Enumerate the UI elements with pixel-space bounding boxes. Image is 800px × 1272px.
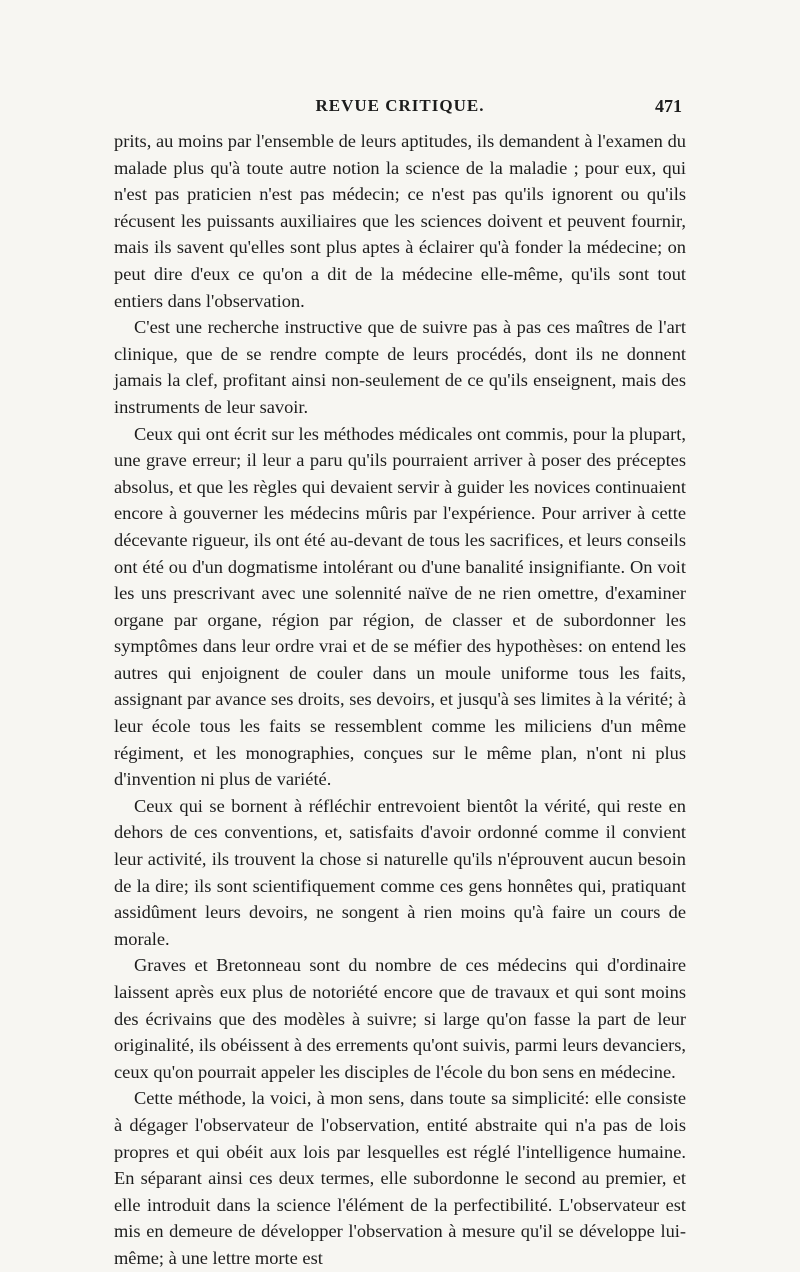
paragraph-1: prits, au moins par l'ensemble de leurs aptitudes, ils demandent à l'examen du malade plus qu'à toute autre notion la science de la maladie ; pour eux, qui n'est pas praticien n'est pas médecin; ce n'est pas qu'ils ignorent ou qu'ils récusent les puissants auxiliaires que les sciences doivent et peuvent fournir, mais ils savent qu'elles sont plus aptes à éclairer qu'à fonder la médecine; on peut dire d'eux ce qu'on a dit de la médecine elle-même, qu'ils sont tout entiers dans l'observation. bbox=[114, 131, 686, 311]
body-text bbox=[114, 128, 686, 1272]
running-title: REVUE CRITIQUE. bbox=[315, 96, 485, 115]
page-header bbox=[114, 96, 686, 126]
paragraph-6: Cette méthode, la voici, à mon sens, dans toute sa simplicité: elle consiste à dégager l'observateur de l'observation, entité abstraite qui n'a pas de lois propres et qui obéit aux lois par lesquelles est réglé l'intelligence humaine. En séparant ainsi ces deux termes, elle subordonne le second au premier, et elle introduit dans la science l'élément de la perfectibilité. L'observateur est mis en demeure de développer l'observation à mesure qu'il se développe lui-même; à une lettre morte est bbox=[114, 1088, 686, 1268]
paragraph-3: Ceux qui ont écrit sur les méthodes médicales ont commis, pour la plupart, une grave erreur; il leur a paru qu'ils pourraient arriver à poser des préceptes absolus, et que les règles qui devaient servir à guider les novices continuaient encore à gouverner les médecins mûris par l'expérience. Pour arriver à cette décevante rigueur, ils ont été au-devant de tous les sacrifices, et leurs conseils ont été ou d'un dogmatisme intolérant ou d'une banalité insignifiante. On voit les uns prescrivant avec une solennité naïve de ne rien omettre, d'examiner organe par organe, région par région, de classer et de subordonner les symptômes dans leur ordre vrai et de se méfier des hypothèses: on entend les autres qui enjoignent de couler dans un moule uniforme tous les faits, assignant par avance ses droits, ses devoirs, et jusqu'à ses limites à la vérité; à leur école tous les faits se ressemblent comme les miliciens d'un même régiment, et les monographies, conçues sur le même plan, n'ont ni plus d'invention ni plus de variété. bbox=[114, 423, 686, 790]
page-number: 471 bbox=[655, 96, 682, 116]
paragraph-5: Graves et Bretonneau sont du nombre de ces médecins qui d'ordinaire laissent après eux plus de notoriété encore que de travaux et qui sont moins des écrivains que des modèles à suivre; si large qu'on fasse la part de leur originalité, ils obéissent à des errements qu'ont suivis, parmi leurs devanciers, ceux qu'on pourrait appeler les disciples de l'école du bon sens en médecine. bbox=[114, 955, 686, 1082]
paragraph-4: Ceux qui se bornent à réfléchir entrevoient bientôt la vérité, qui reste en dehors de ces conventions, et, satisfaits d'avoir ordonné comme il convient leur activité, ils trouvent la chose si naturelle qu'ils n'éprouvent aucun besoin de la dire; ils sont scientifiquement comme ces gens honnêtes qui, pratiquant assidûment leurs devoirs, ne songent à rien moins qu'à faire un cours de morale. bbox=[114, 795, 686, 949]
paragraph-2: C'est une recherche instructive que de suivre pas à pas ces maîtres de l'art clinique, que de se rendre compte de leurs procédés, dont ils ne donnent jamais la clef, profitant ainsi non-seulement de ce qu'ils enseignent, mais des instruments de leur savoir. bbox=[114, 317, 686, 417]
